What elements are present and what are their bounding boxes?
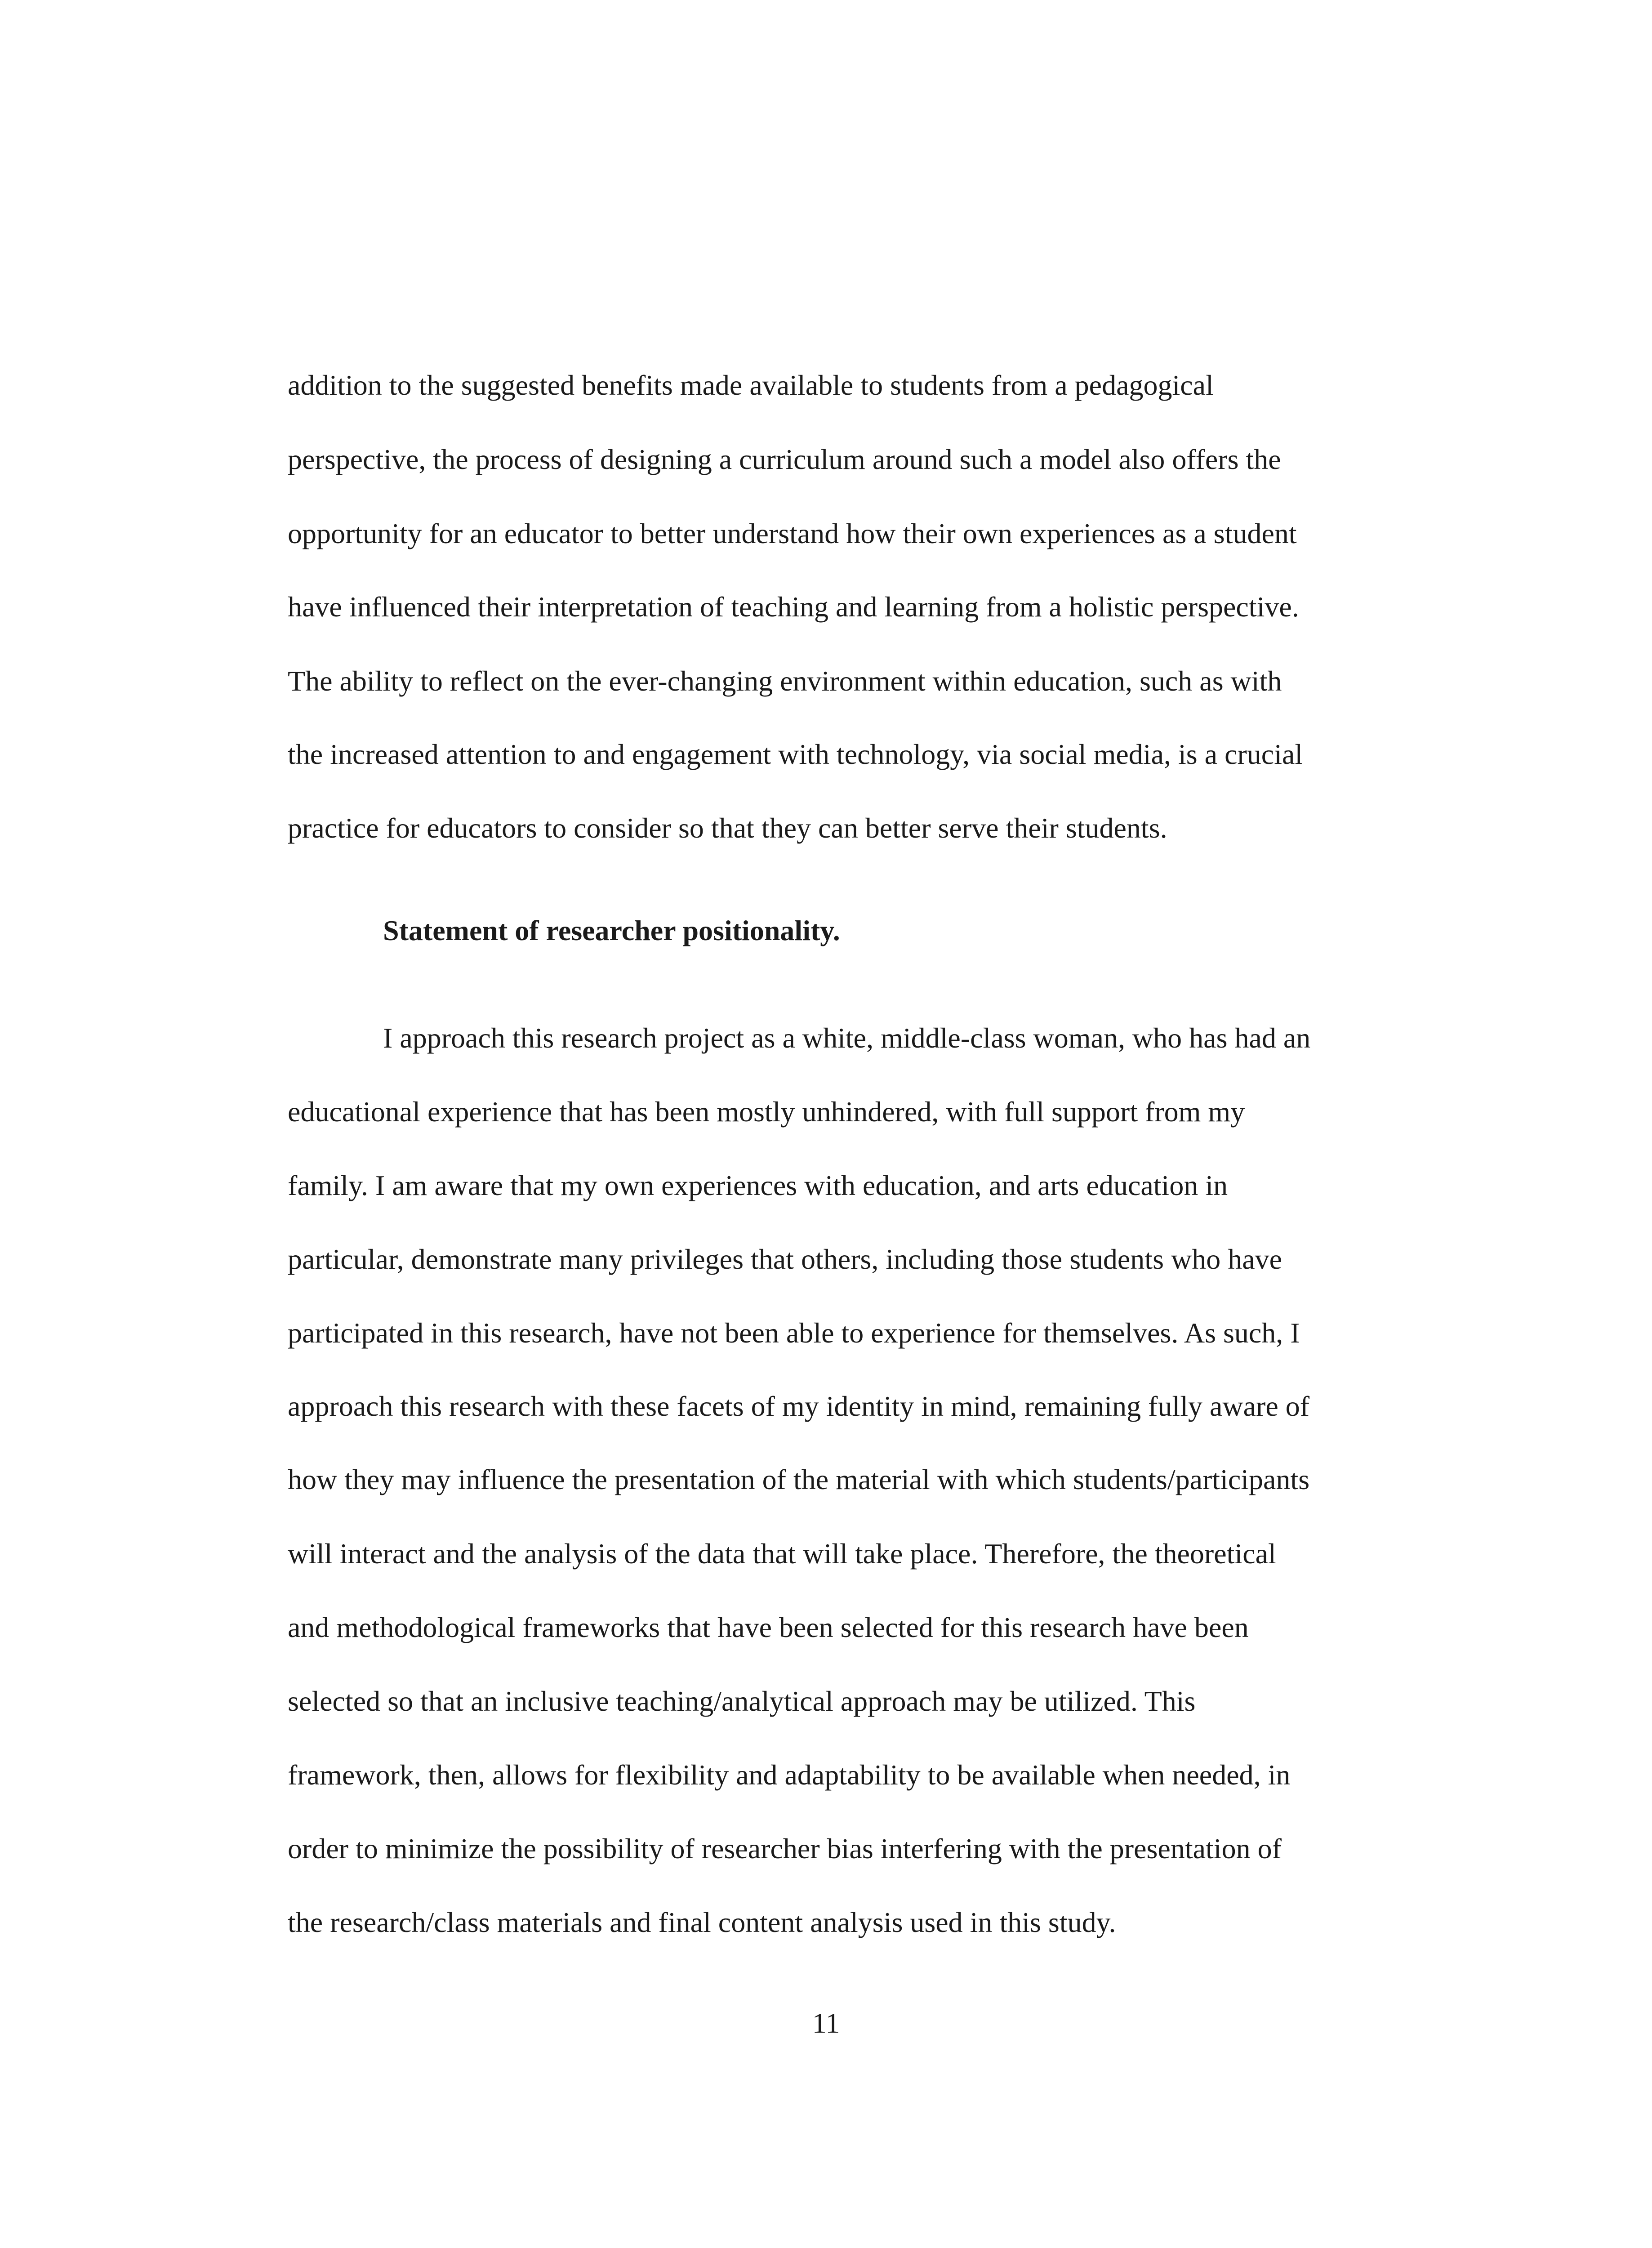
paragraph-line: the research/class materials and final content analysis used in this study.: [288, 1906, 1116, 1938]
paragraph-line: participated in this research, have not been able to experience for themselves. As such, I: [288, 1317, 1300, 1349]
page-number: 11: [812, 2007, 840, 2039]
paragraph-line: I approach this research project as a white, middle-class woman, who has had an: [383, 1022, 1311, 1054]
paragraph-line: will interact and the analysis of the data that will take place. Therefore, the theoretical: [288, 1538, 1276, 1570]
paragraph-line: educational experience that has been mostly unhindered, with full support from my: [288, 1096, 1245, 1128]
paragraph-line: particular, demonstrate many privileges that others, including those students who have: [288, 1243, 1282, 1275]
paragraph-line: approach this research with these facets of my identity in mind, remaining fully aware of: [288, 1390, 1310, 1422]
paragraph-line: perspective, the process of designing a curriculum around such a model also offers the: [288, 443, 1281, 475]
paragraph-line: the increased attention to and engagement with technology, via social media, is a crucial: [288, 738, 1303, 770]
paragraph-line: and methodological frameworks that have been selected for this research have been: [288, 1611, 1249, 1643]
paragraph-line: framework, then, allows for flexibility and adaptability to be available when needed, in: [288, 1759, 1291, 1791]
section-heading: Statement of researcher positionality.: [383, 914, 840, 946]
paragraph-line: The ability to reflect on the ever-changing environment within education, such as with: [288, 665, 1282, 697]
paragraph-line: selected so that an inclusive teaching/analytical approach may be utilized. This: [288, 1685, 1196, 1717]
paragraph-line: practice for educators to consider so that they can better serve their students.: [288, 812, 1167, 844]
paragraph-line: order to minimize the possibility of researcher bias interfering with the presentation of: [288, 1833, 1282, 1864]
paragraph-line: have influenced their interpretation of teaching and learning from a holistic perspective.: [288, 591, 1299, 623]
paragraph-line: opportunity for an educator to better understand how their own experiences as a student: [288, 517, 1297, 549]
paragraph-line: family. I am aware that my own experiences with education, and arts education in: [288, 1169, 1228, 1201]
paragraph-line: addition to the suggested benefits made available to students from a pedagogical: [288, 369, 1214, 401]
paragraph-line: how they may influence the presentation of the material with which students/participants: [288, 1463, 1310, 1495]
